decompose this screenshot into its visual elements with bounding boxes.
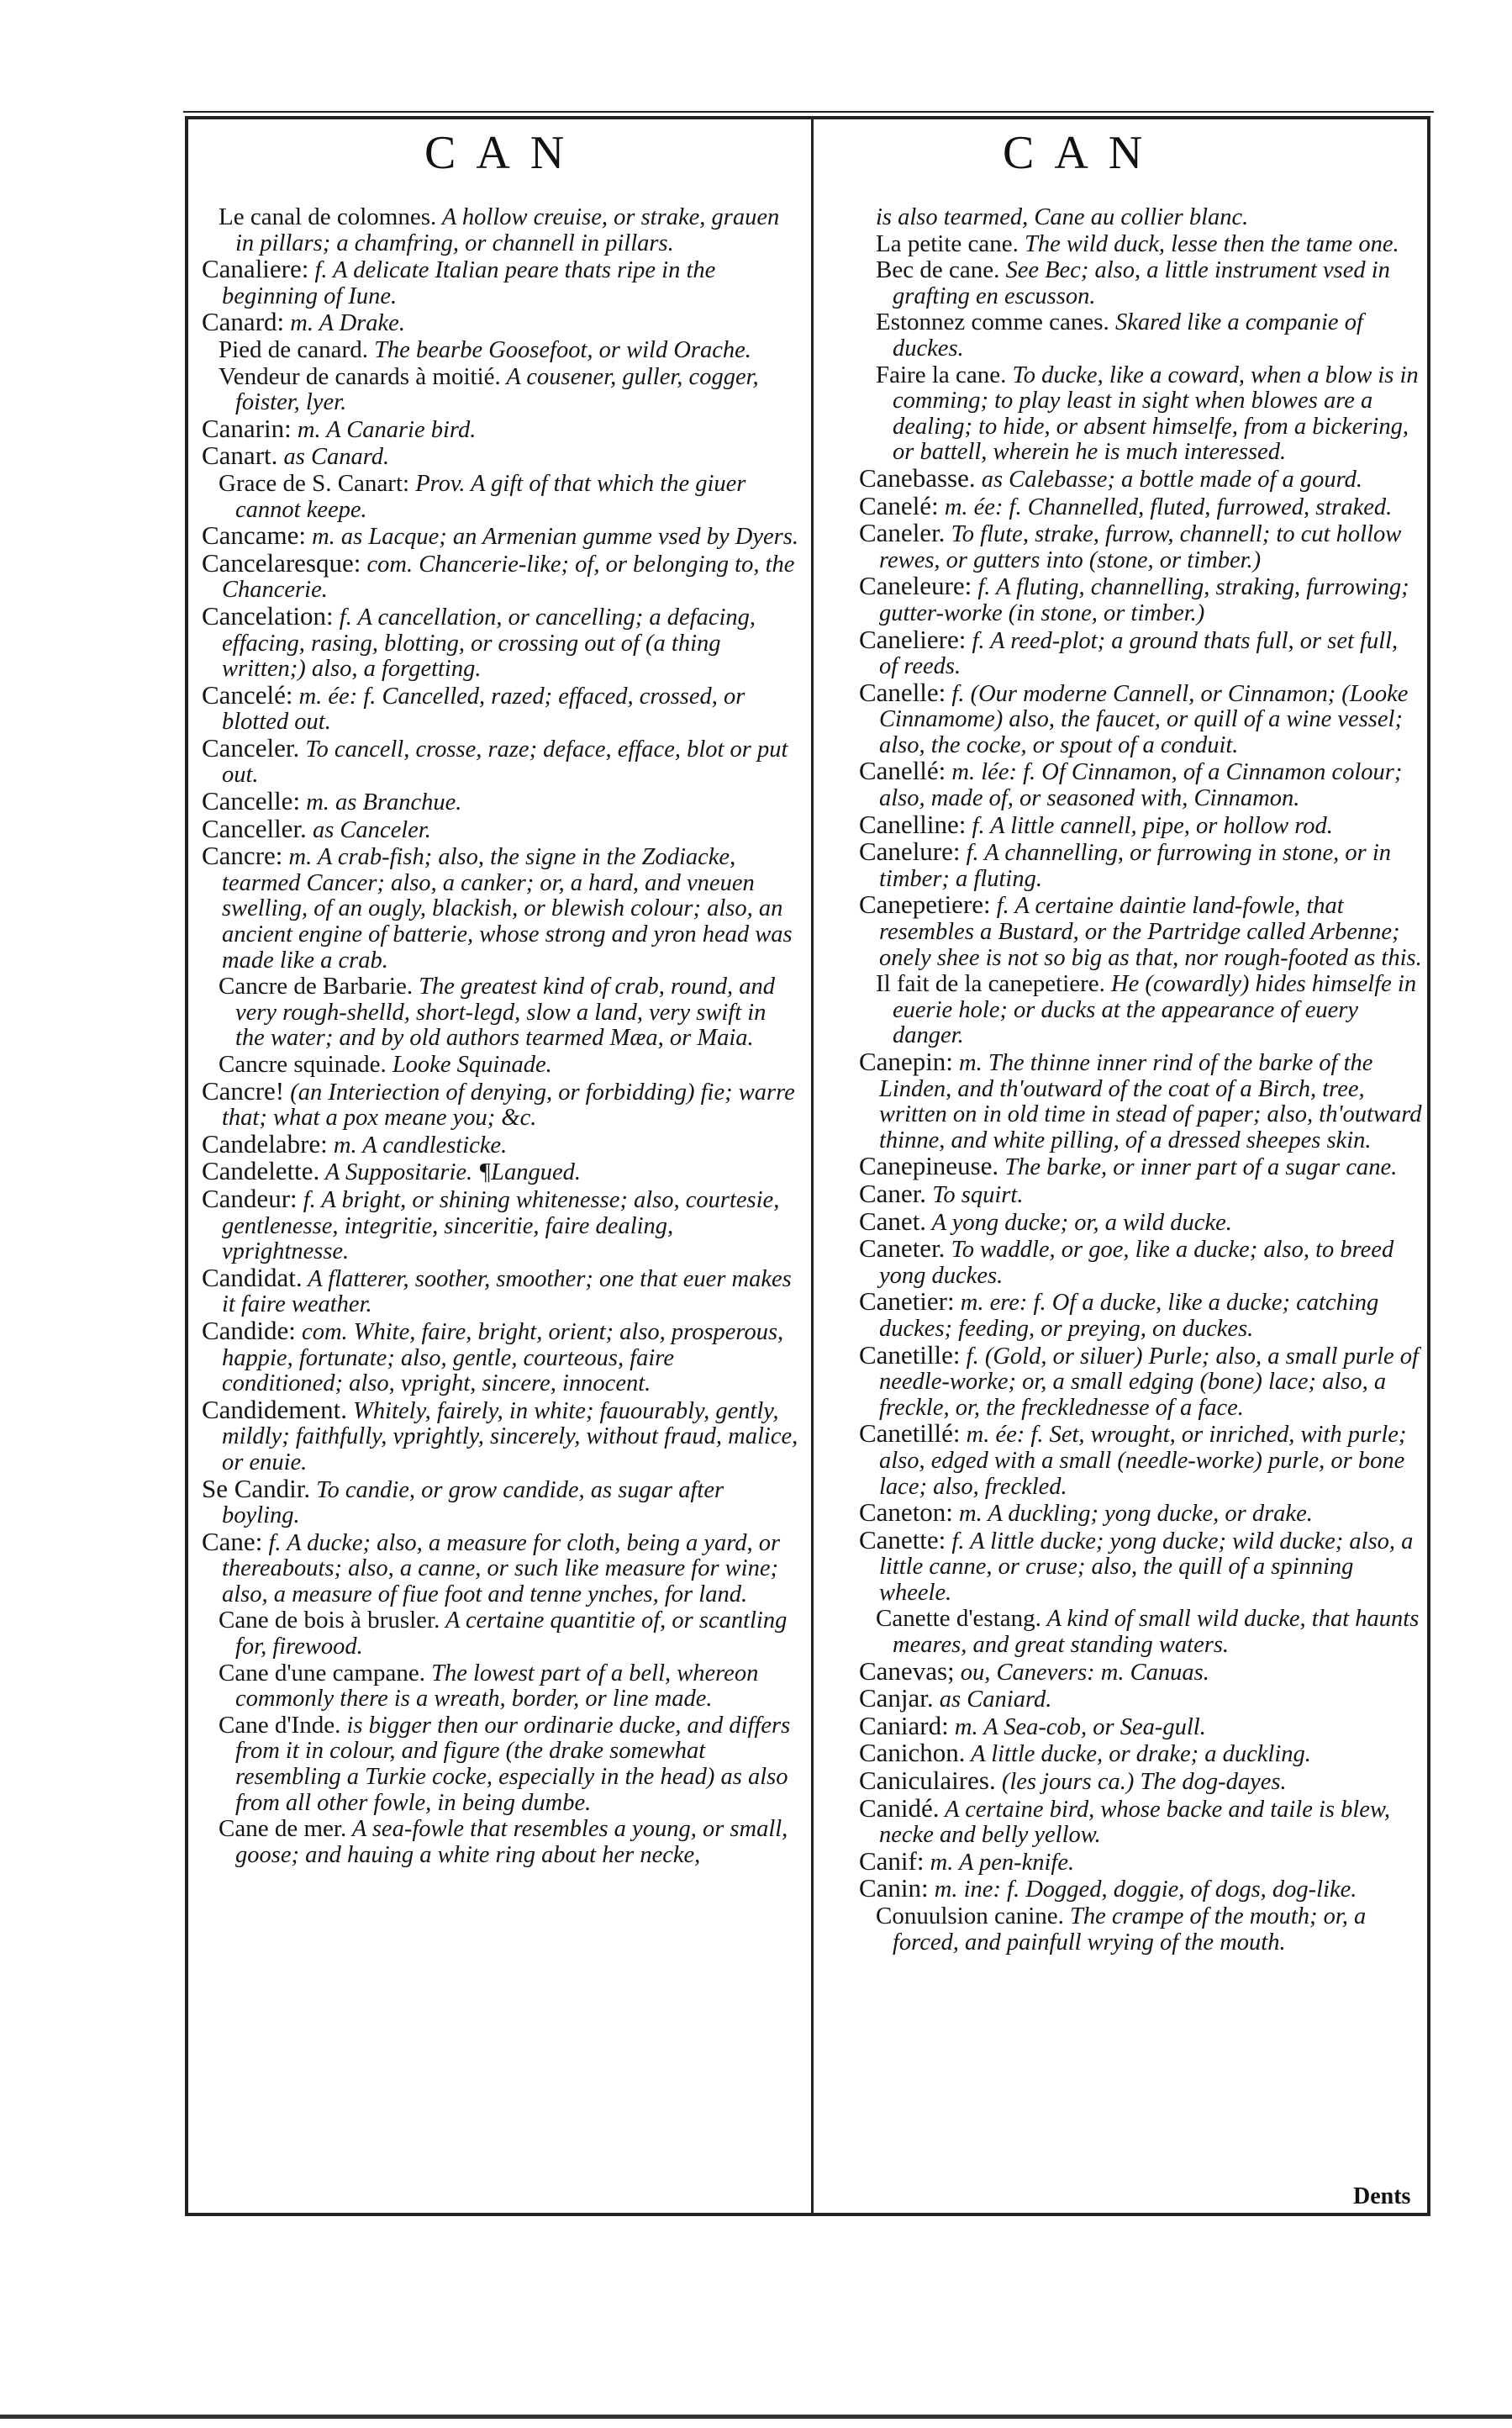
dictionary-entry xyxy=(859,1740,1422,1768)
dictionary-entry xyxy=(202,204,798,256)
entry-definition: f. (Gold, or siluer) Purle; also, a small purle of needle-worke; or, a small edging (bone) lace; also, a freckle, or, the frecklednesse of a face. xyxy=(879,1343,1419,1421)
entry-definition: f. A cancellation, or cancelling; a defacing, effacing, rasing, blotting, or crossing out of (a thing written;) also, a forgetting. xyxy=(222,604,756,683)
right-column xyxy=(859,204,1422,1956)
dictionary-entry xyxy=(859,624,1422,680)
entry-headword: Candelabre: xyxy=(202,1128,328,1159)
dictionary-entry xyxy=(202,600,798,683)
dictionary-entry xyxy=(859,1792,1422,1849)
entry-headword: Canepin: xyxy=(859,1047,953,1076)
entry-headword: Caneliere: xyxy=(859,624,967,654)
entry-headword: Cancelé: xyxy=(202,679,293,710)
entry-definition: A Suppositarie. ¶Langued. xyxy=(319,1159,582,1186)
dictionary-entry xyxy=(859,677,1422,759)
dictionary-entry xyxy=(202,364,798,416)
entry-headword: Cancre: xyxy=(202,841,283,871)
dictionary-entry xyxy=(859,309,1422,362)
entry-definition: A yong ducke; or, a wild ducke. xyxy=(926,1209,1232,1236)
dictionary-entry xyxy=(859,1683,1422,1713)
entry-definition: f. A fluting, channelling, straking, furrowing; gutter-worke (in stone, or timber.) xyxy=(879,574,1409,626)
entry-definition: To squirt. xyxy=(926,1181,1024,1208)
entry-definition: as Canard. xyxy=(277,444,390,471)
entry-definition: m. ée: f. Cancelled, razed; effaced, crossed, or blotted out. xyxy=(222,683,745,736)
entry-headword: Canarin: xyxy=(202,413,292,443)
entry-headword: Caneton: xyxy=(859,1497,953,1528)
entry-headword: Canceler. xyxy=(202,732,300,763)
entry-definition: is bigger then our ordinarie ducke, and differs from it in colour, and figure (the drake somewhat resembling a Turkie cocke, especially in the head) as also from all other fowle, in being dumbe. xyxy=(235,1712,791,1816)
dictionary-entry xyxy=(859,1845,1422,1876)
entry-headword: Estonnez comme canes. xyxy=(876,309,1109,336)
dictionary-entry xyxy=(859,1339,1422,1422)
entry-headword: Il fait de la canepetiere. xyxy=(876,970,1105,998)
entry-definition: f. A channelling, or furrowing in stone, or in timber; a fluting. xyxy=(879,840,1392,892)
dictionary-entry xyxy=(859,1873,1422,1903)
entry-headword: Candidement. xyxy=(202,1394,348,1424)
entry-headword: Caneler. xyxy=(859,518,946,548)
entry-definition: m. A Canarie bird. xyxy=(291,416,477,443)
dictionary-entry xyxy=(202,1052,798,1079)
entry-definition: The bearbe Goosefoot, or wild Orache. xyxy=(367,336,751,363)
dictionary-entry xyxy=(202,1816,798,1868)
entry-headword: Canelline: xyxy=(859,809,967,839)
entry-definition: (an Interiection of denying, or forbidding) fie; warre that; what a pox meane you; &c. xyxy=(222,1079,795,1132)
entry-definition: To waddle, or goe, like a ducke; also, to breed yong duckes. xyxy=(879,1237,1394,1289)
dictionary-entry xyxy=(859,1497,1422,1528)
entry-headword: Canard: xyxy=(202,307,285,337)
dictionary-entry xyxy=(202,413,798,444)
entry-headword: Pied de canard. xyxy=(219,335,368,363)
entry-headword: Cancelaresque: xyxy=(202,547,361,578)
entry-headword: Vendeur de canards à moitié. xyxy=(219,362,501,390)
entry-definition: com. White, faire, bright, orient; also, prosperous, happie, fortunate; also, gentle, courteous, faire conditioned; also, vpright, sincere, innocent. xyxy=(222,1318,784,1397)
entry-definition: Whitely, fairely, in white; fauourably, gently, mildly; faithfully, vprightly, sincerely, without fraud, malice, or enuie. xyxy=(222,1397,798,1475)
dictionary-entry xyxy=(859,1286,1422,1342)
entry-definition: m. ée: f. Set, wrought, or inriched, with purle; also, edged with a small (needle-worke) purle, or bone lace; also, freckled. xyxy=(879,1422,1407,1500)
entry-headword: Canette: xyxy=(859,1524,946,1554)
entry-definition: f. A delicate Italian peare thats ripe in the beginning of Iune. xyxy=(222,257,716,309)
entry-definition: See Bec; also, a little instrument vsed in grafting en escusson. xyxy=(893,257,1390,309)
entry-definition: m. ée: f. Channelled, fluted, furrowed, straked. xyxy=(938,494,1393,520)
entry-headword: Cane d'une campane. xyxy=(219,1659,425,1686)
entry-definition: He (cowardly) hides himselfe in euerie hole; or ducks at the appearance of euery danger. xyxy=(893,971,1417,1049)
entry-headword: Se Candir. xyxy=(202,1473,311,1503)
left-column xyxy=(202,204,798,1868)
entry-headword: Cane de mer. xyxy=(219,1815,347,1843)
dictionary-entry xyxy=(202,1315,798,1397)
dictionary-entry xyxy=(859,462,1422,494)
entry-definition: f. A reed-plot; a ground thats full, or set full, of reeds. xyxy=(879,627,1399,680)
dictionary-entry xyxy=(202,1128,798,1159)
entry-definition: f. A little ducke; yong ducke; wild ducke; also, a little canne, or cruse; also, the quill of a spinning wheele. xyxy=(879,1528,1414,1606)
dictionary-entry xyxy=(859,1655,1422,1686)
entry-definition: Prov. A gift of that which the giuer cannot keepe. xyxy=(235,470,746,523)
entry-headword: Canellé: xyxy=(859,756,946,786)
entry-definition: Looke Squinade. xyxy=(386,1052,552,1078)
entry-headword: Caneleure: xyxy=(859,571,972,601)
catchword: Dents xyxy=(1353,2183,1411,2209)
dictionary-entry xyxy=(202,256,798,309)
entry-headword: Cane de bois à brusler. xyxy=(219,1607,440,1634)
entry-definition: The wild duck, lesse then the tame one. xyxy=(1018,230,1399,257)
page-bottom-edge xyxy=(0,2415,1512,2419)
dictionary-entry xyxy=(859,362,1422,466)
dictionary-entry xyxy=(859,971,1422,1049)
dictionary-entry xyxy=(859,889,1422,971)
dictionary-entry xyxy=(202,1713,798,1816)
entry-headword: Canjar. xyxy=(859,1683,934,1713)
entry-definition: m. as Branchue. xyxy=(300,789,462,816)
entry-definition: f. A ducke; also, a measure for cloth, being a yard, or thereabouts; also, a canne, or such like measure for wine; also, a measure of fiue foot and tenne ynches, for land. xyxy=(222,1529,781,1607)
dictionary-entry xyxy=(202,843,798,974)
entry-definition: (les jours ca.) The dog-dayes. xyxy=(995,1769,1287,1796)
dictionary-entry xyxy=(202,679,798,736)
entry-definition: To cancell, crosse, raze; deface, efface, blot or put out. xyxy=(222,736,788,789)
entry-headword: Cane: xyxy=(202,1526,263,1556)
entry-definition: A certaine quantitie of, or scantling for, firewood. xyxy=(235,1607,788,1660)
entry-definition: as Calebasse; a bottle made of a gourd. xyxy=(975,466,1363,493)
entry-headword: Canet. xyxy=(859,1206,927,1236)
dictionary-entry xyxy=(202,1156,798,1186)
dictionary-entry xyxy=(859,520,1422,573)
dictionary-entry xyxy=(859,1233,1422,1289)
dictionary-entry xyxy=(859,1606,1422,1658)
entry-definition: The barke, or inner part of a sugar cane. xyxy=(998,1154,1398,1181)
entry-definition: To flute, strake, furrow, channell; to cut hollow rewes, or gutters into (stone, or timber.) xyxy=(879,521,1402,573)
running-head-left: CAN xyxy=(424,127,585,179)
entry-headword: Candidat. xyxy=(202,1262,303,1292)
dictionary-entry xyxy=(202,443,798,471)
entry-headword: Cane d'Inde. xyxy=(219,1711,341,1739)
column-divider xyxy=(811,119,814,2213)
dictionary-entry xyxy=(202,1526,798,1608)
entry-definition: A cousener, guller, cogger, foister, lyer. xyxy=(235,363,759,416)
entry-headword: Canetillé: xyxy=(859,1418,961,1449)
entry-headword: Canceller. xyxy=(202,813,307,843)
dictionary-entry xyxy=(859,573,1422,626)
dictionary-entry xyxy=(859,231,1422,258)
dictionary-entry xyxy=(202,1183,798,1265)
entry-definition: f. (Our moderne Cannell, or Cinnamon; (Looke Cinnamome) also, the faucet, or quill of a wine vessel; also, the cocke, or spout of a conduit. xyxy=(879,680,1409,758)
entry-headword: Cancelation: xyxy=(202,600,334,631)
entry-definition: m. A Sea-cob, or Sea-gull. xyxy=(948,1713,1206,1740)
entry-definition: as Canceler. xyxy=(306,816,431,843)
dictionary-entry xyxy=(859,1903,1422,1956)
entry-headword: Canart. xyxy=(202,441,278,471)
entry-definition: m. A pen-knife. xyxy=(924,1849,1075,1876)
entry-headword: Faire la cane. xyxy=(876,361,1007,388)
entry-definition: A certaine bird, whose backe and taile is blew, necke and belly yellow. xyxy=(879,1796,1390,1849)
entry-definition: A little ducke, or drake; a duckling. xyxy=(965,1741,1311,1768)
entry-headword: Cancame: xyxy=(202,520,306,551)
entry-definition: The crampe of the mouth; or, a forced, and painfull wrying of the mouth. xyxy=(893,1903,1367,1956)
entry-definition: com. Chancerie-like; of, or belonging to, the Chancerie. xyxy=(222,551,795,604)
entry-definition: m. as Lacque; an Armenian gumme vsed by Dyers. xyxy=(305,524,798,551)
entry-headword: Le canal de colomnes. xyxy=(219,203,437,230)
dictionary-entry xyxy=(202,520,798,551)
running-head-right: CAN xyxy=(1003,127,1163,179)
entry-definition: To candie, or grow candide, as sugar after boyling. xyxy=(222,1476,724,1529)
dictionary-entry xyxy=(859,1768,1422,1796)
dictionary-entry xyxy=(202,1473,798,1529)
entry-definition: m. The thinne inner rind of the barke of the Linden, and th'outward of the coat of a Birch, tree, written on in old time in stead of paper; also, th'outward thinne, and white pilling, of a dressed sheepes skin. xyxy=(879,1050,1422,1153)
entry-headword: Canetier: xyxy=(859,1286,955,1317)
entry-headword: Cancelle: xyxy=(202,786,301,816)
dictionary-entry xyxy=(202,1262,798,1318)
dictionary-entry xyxy=(859,1206,1422,1237)
entry-definition: The greatest kind of crab, round, and very rough-shelld, short-legd, slow a land, very swift in the water; and by old authors tearmed Mæa, or Maia. xyxy=(235,974,775,1052)
entry-definition: is also tearmed, Cane au collier blanc. xyxy=(876,204,1249,230)
entry-headword: Canette d'estang. xyxy=(876,1605,1041,1633)
dictionary-entry xyxy=(202,1075,798,1132)
entry-headword: Canif: xyxy=(859,1845,925,1876)
entry-definition: Skared like a companie of duckes. xyxy=(893,309,1363,362)
dictionary-entry xyxy=(202,471,798,523)
entry-headword: Canevas; xyxy=(859,1655,955,1686)
entry-headword: Bec de cane. xyxy=(876,256,1000,284)
entry-definition: m. ere: f. Of a ducke, like a ducke; catching duckes; feeding, or preying, on duckes. xyxy=(879,1290,1379,1342)
dictionary-entry xyxy=(859,1153,1422,1181)
entry-definition: A flatterer, soother, smoother; one that euer makes it faire weather. xyxy=(222,1265,792,1318)
dictionary-entry xyxy=(202,337,798,364)
dictionary-entry xyxy=(202,1394,798,1476)
entry-definition: f. A certaine daintie land-fowle, that resembles a Bustard, or the Partridge called Arbenne; onely shee is not so big as that, nor rough-footed as this. xyxy=(879,893,1422,971)
entry-definition: f. A little cannell, pipe, or hollow rod. xyxy=(966,812,1333,839)
entry-headword: Canepetiere: xyxy=(859,889,991,920)
dictionary-entry xyxy=(859,1049,1422,1153)
entry-definition: ou, Canevers: m. Canuas. xyxy=(954,1659,1209,1686)
entry-definition: f. A bright, or shining whitenesse; also, courtesie, gentlenesse, integritie, sinceritie, faire dealing, vprightnesse. xyxy=(222,1186,780,1265)
entry-headword: Canelure: xyxy=(859,837,961,867)
entry-definition: m. ine: f. Dogged, doggie, of dogs, dog-like. xyxy=(928,1876,1357,1903)
entry-headword: Candeur: xyxy=(202,1183,298,1213)
entry-headword: Canebasse. xyxy=(859,462,976,493)
dictionary-entry xyxy=(859,1710,1422,1741)
entry-headword: Canelé: xyxy=(859,490,939,520)
entry-headword: Candide: xyxy=(202,1315,296,1345)
entry-headword: Candelette. xyxy=(202,1156,320,1186)
entry-headword: Cancre! xyxy=(202,1075,285,1106)
dictionary-entry xyxy=(202,974,798,1052)
entry-headword: Caniard: xyxy=(859,1710,949,1740)
dictionary-entry xyxy=(202,813,798,844)
entry-headword: La petite cane. xyxy=(876,230,1019,257)
entry-headword: Cancre squinade. xyxy=(219,1051,387,1078)
entry-definition: A sea-fowle that resembles a young, or small, goose; and hauing a white ring about her necke, xyxy=(235,1816,788,1868)
entry-headword: Caner. xyxy=(859,1178,927,1208)
dictionary-entry xyxy=(202,1607,798,1660)
entry-headword: Caniculaires. xyxy=(859,1766,996,1796)
entry-headword: Canaliere: xyxy=(202,254,309,284)
entry-headword: Caneter. xyxy=(859,1233,946,1264)
entry-headword: Canin: xyxy=(859,1873,929,1903)
dictionary-entry xyxy=(859,1524,1422,1607)
dictionary-entry xyxy=(859,758,1422,811)
entry-headword: Cancre de Barbarie. xyxy=(219,973,414,1000)
entry-headword: Grace de S. Canart: xyxy=(219,469,410,497)
dictionary-entry xyxy=(202,1660,798,1713)
dictionary-entry xyxy=(202,309,798,337)
dictionary-entry xyxy=(859,490,1422,521)
entry-definition: To ducke, like a coward, when a blow is in comming; to play least in sight when blowes are a dealing; to hide, or absent himselfe, from a bickering, or battell, wherein he is much interessed. xyxy=(893,362,1419,466)
dictionary-entry xyxy=(202,786,798,816)
entry-headword: Canidé. xyxy=(859,1792,940,1823)
dictionary-entry xyxy=(859,839,1422,892)
entry-definition: m. A crab-fish; also, the signe in the Zodiacke, tearmed Cancer; also, a canker; or, a hard, and vneuen swelling, of an ougly, blackish, or blewish colour; also, an ancient engine of batterie, whose strong and yron head was made like a crab. xyxy=(222,844,793,974)
dictionary-entry xyxy=(859,809,1422,840)
frame-top-rule xyxy=(183,111,1434,113)
entry-definition: as Caniard. xyxy=(933,1686,1052,1713)
dictionary-entry xyxy=(202,547,798,604)
entry-headword: Conuulsion canine. xyxy=(876,1903,1064,1929)
entry-definition: m. lée: f. Of Cinnamon, of a Cinnamon colour; also, made of, or seasoned with, Cinnamon. xyxy=(879,759,1403,812)
entry-definition: m. A Drake. xyxy=(284,310,405,337)
entry-definition: A hollow creuise, or strake, grauen in pillars; a chamfring, or channell in pillars. xyxy=(235,204,780,256)
dictionary-entry xyxy=(859,1418,1422,1500)
entry-definition: The lowest part of a bell, whereon commonly there is a wreath, border, or line made. xyxy=(235,1660,759,1713)
entry-definition: A kind of small wild ducke, that haunts meares, and great standing waters. xyxy=(893,1606,1420,1659)
dictionary-entry xyxy=(859,204,1422,231)
dictionary-entry xyxy=(859,257,1422,309)
dictionary-entry xyxy=(859,1178,1422,1209)
entry-headword: Canepineuse. xyxy=(859,1151,999,1181)
entry-headword: Canichon. xyxy=(859,1738,966,1768)
entry-headword: Canetille: xyxy=(859,1339,961,1370)
entry-headword: Canelle: xyxy=(859,677,946,707)
entry-definition: m. A candlesticke. xyxy=(327,1132,508,1159)
dictionary-entry xyxy=(202,732,798,789)
entry-definition: m. A duckling; yong ducke, or drake. xyxy=(952,1501,1313,1528)
